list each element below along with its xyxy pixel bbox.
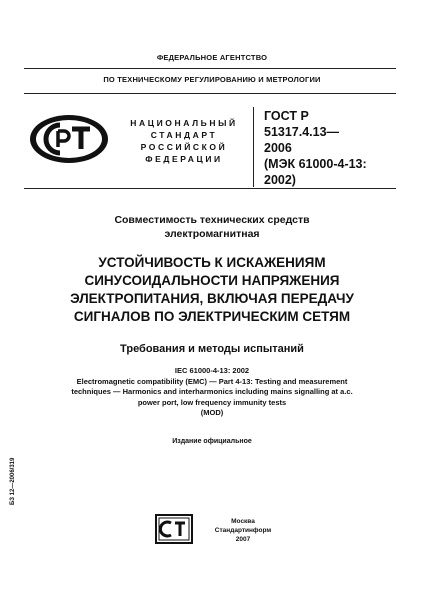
publisher-name: Стандартинформ	[214, 527, 272, 534]
english-line: (MOD)	[200, 408, 224, 417]
title-line: ЭЛЕКТРОПИТАНИЯ, ВКЛЮЧАЯ ПЕРЕДАЧУ	[70, 291, 354, 306]
edition-label: Издание официальное	[172, 438, 252, 445]
english-line: techniques — Harmonics and interharmonics including mains signalling at a.c.	[71, 387, 353, 396]
subtitle-line-1: Совместимость технических средств	[114, 214, 310, 226]
requirements-subtitle: Требования и методы испытаний	[120, 343, 304, 355]
divider	[24, 68, 396, 69]
standartinform-logo-icon	[155, 514, 193, 544]
standard-designation	[264, 108, 404, 188]
designation-line: 2002)	[264, 173, 296, 187]
vertical-divider	[253, 107, 254, 187]
national-standard-line: НАЦИОНАЛЬНЫЙ	[130, 118, 238, 128]
english-line: IEC 61000-4-13: 2002	[174, 366, 250, 375]
publisher-city: Москва	[231, 518, 255, 525]
designation-line: (МЭК 61000-4-13:	[264, 157, 367, 171]
designation-line: 51317.4.13—	[264, 125, 340, 139]
side-code: БЗ 12—2006/319	[10, 457, 16, 505]
title-line: СИНУСОИДАЛЬНОСТИ НАПРЯЖЕНИЯ	[84, 273, 340, 288]
gost-r-emblem-icon	[28, 113, 110, 165]
designation-line: 2006	[264, 141, 292, 155]
subtitle-line-2: электромагнитная	[164, 228, 260, 240]
agency-line-2: ПО ТЕХНИЧЕСКОМУ РЕГУЛИРОВАНИЮ И МЕТРОЛОГИИ	[103, 75, 321, 84]
designation-line: ГОСТ Р	[264, 109, 309, 123]
national-standard-label	[119, 117, 249, 165]
english-line: power port, low frequency immunity tests	[137, 397, 287, 407]
document-title	[20, 254, 404, 326]
agency-line-1: ФЕДЕРАЛЬНОЕ АГЕНТСТВО	[156, 53, 268, 62]
publisher-year: 2007	[235, 536, 251, 543]
divider	[24, 188, 396, 189]
title-line: УСТОЙЧИВОСТЬ К ИСКАЖЕНИЯМ	[98, 255, 326, 270]
national-standard-line: ФЕДЕРАЦИИ	[145, 154, 223, 164]
english-line: Electromagnetic compatibility (EMC) — Part 4-13: Testing and measurement	[76, 376, 348, 386]
publisher-info	[203, 517, 283, 544]
english-title	[40, 366, 384, 419]
title-line: СИГНАЛОВ ПО ЭЛЕКТРИЧЕСКИМ СЕТЯМ	[73, 309, 351, 324]
national-standard-line: РОССИЙСКОЙ	[140, 142, 228, 152]
divider	[24, 93, 396, 94]
national-standard-line: СТАНДАРТ	[150, 130, 218, 140]
